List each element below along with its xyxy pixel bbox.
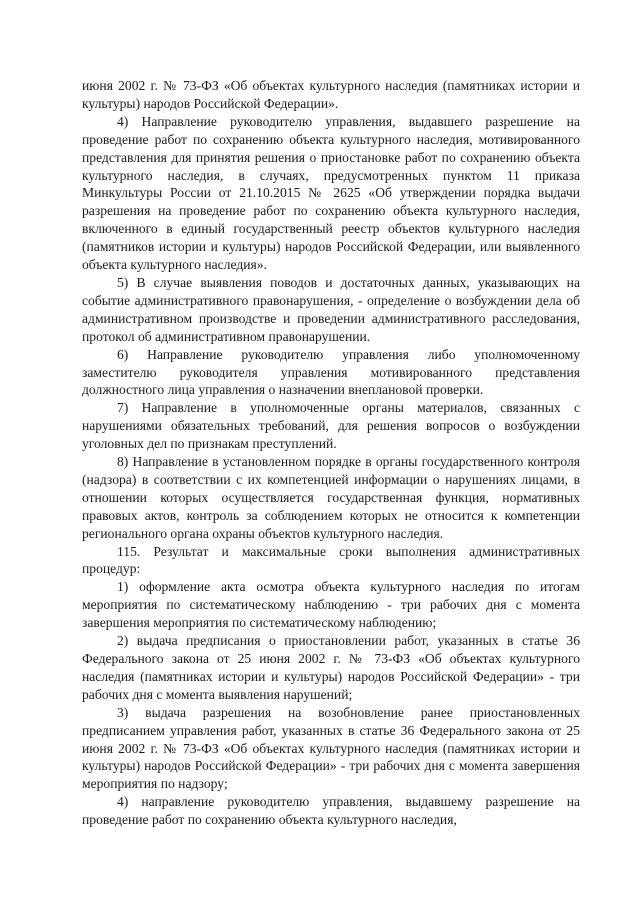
paragraph-item-8: 8) Направление в установленном порядке в органы государственного контроля (надзора) в соответствии с их компетенцией информации о нарушениях лицами, в отношении которых осуществляется государственная функция, нормативных правовых актов, контроль за соблюдением которых не относится к компетенции регионального органа охраны объектов культурного наследия. [82,454,580,541]
paragraph-item-6: 6) Направление руководителю управления либо уполномоченному заместителю руководителя управления мотивированного представления должностного лица управления о назначении внеплановой проверки. [82,346,580,398]
paragraph-subitem-2: 2) выдача предписания о приостановлении работ, указанных в статье 36 Федерального закона от 25 июня 2002 г. № 73-ФЗ «Об объектах культурного наследия (памятниках истории и культуры) народов Российской Федерации» - три рабочих дня с момента выявления нарушений; [82,633,580,702]
paragraph-section-115: 115. Результат и максимальные сроки выполнения административных процедур: [82,543,580,577]
paragraph-item-4: 4) Направление руководителю управления, выдавшего разрешение на проведение работ по сохранению объекта культурного наследия, мотивированного представления для принятия решения о приостановке работ по сохранению объекта культурного наследия, в случаях, предусмотренных пунктом 11 приказа Минкультуры России от 21.10.2015 № 2625 «Об утверждении порядка выдачи разрешения на проведение работ по сохранению объекта культурного наследия, включенного в единый государственный реестр объектов культурного наследия (памятников истории и культуры) народов Российской Федерации, или выявленного объекта культурного наследия». [82,113,580,273]
paragraph-continuation: июня 2002 г. № 73-ФЗ «Об объектах культурного наследия (памятниках истории и культуры) народов Российской Федерации». [82,78,580,111]
paragraph-item-7: 7) Направление в уполномоченные органы материалов, связанных с нарушениями обязательных требований, для решения вопросов о возбуждении уголовных дел по признакам преступлений. [82,400,580,452]
paragraph-subitem-3: 3) выдача разрешения на возобновление ранее приостановленных предписанием управления работ, указанных в статье 36 Федерального закона от 25 июня 2002 г. № 73-ФЗ «Об объектах культурного наследия (памятниках истории и культуры) народов Российской Федерации» - три рабочих дня с момента завершения мероприятия по надзору; [82,704,580,792]
document-page [82,77,580,829]
paragraph-subitem-4: 4) направление руководителю управления, выдавшему разрешение на проведение работ по сохранению объекта культурного наследия, [82,794,580,828]
paragraph-item-5: 5) В случае выявления поводов и достаточных данных, указывающих на событие административного правонарушения, - определение о возбуждении дела об административном производстве и проведении административного расследования, протокол об административном правонарушении. [82,274,580,344]
paragraph-subitem-1: 1) оформление акта осмотра объекта культурного наследия по итогам мероприятия по систематическому наблюдению - три рабочих дня с момента завершения мероприятия по систематическому наблюдению; [82,579,580,631]
